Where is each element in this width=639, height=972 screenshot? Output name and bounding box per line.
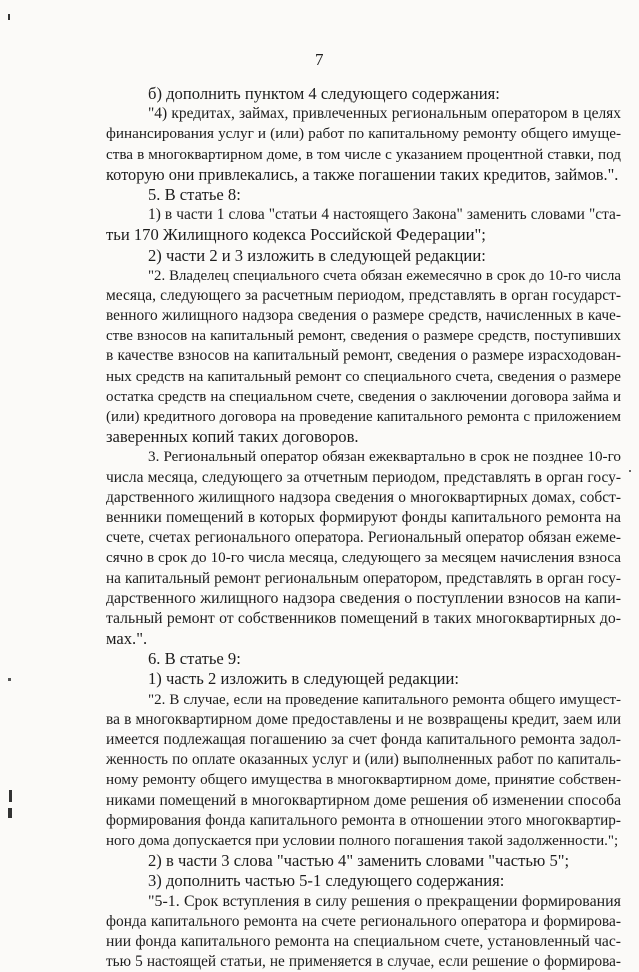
- text-line: месяца, следующего за расчетным периодом, представлять в орган государст-: [106, 286, 621, 304]
- text-line: формирования фонда капитального ремонта в отношении этого многоквартир-: [106, 811, 621, 829]
- text-line: "4) кредитах, займах, привлеченных региональным оператором в целях: [148, 105, 621, 123]
- text-line: никами помещений в многоквартирном доме решения об изменении способа: [106, 791, 621, 809]
- text-line: на капитальный ремонт региональным оператором, представлять в орган госу-: [106, 569, 621, 587]
- text-line: имеется подлежащая погашению за счет фонда капитального ремонта задол-: [106, 731, 621, 748]
- text-line: 2) части 2 и 3 изложить в следующей редакции:: [148, 245, 486, 265]
- text-line: "2. Владелец специального счета обязан ежемесячно в срок до 10-го числа: [148, 267, 621, 284]
- text-line: нии фонда капитального ремонта на специальном счете, установленный час-: [106, 932, 621, 950]
- text-line: заверенных копий таких договоров.: [106, 427, 359, 447]
- text-line: 1) часть 2 изложить в следующей редакции:: [148, 669, 460, 689]
- text-line: тальный ремонт от собственников помещений в таких многоквартирных до-: [106, 609, 621, 627]
- text-line: дарственного жилищного надзора сведения о многоквартирных домах, собст-: [106, 488, 621, 506]
- text-line: венного жилищного надзора сведения о размере средств, начисленных в каче-: [106, 307, 621, 325]
- text-line: 1) в части 1 слова "статьи 4 настоящего Закона" заменить словами "ста-: [148, 206, 621, 224]
- text-line: которую они привлекались, а также погашении таких кредитов, займов.".: [106, 164, 619, 184]
- scan-artifact: [8, 14, 10, 20]
- text-line: 3) дополнить частью 5-1 следующего содержания:: [148, 871, 505, 891]
- scan-artifact: [8, 808, 12, 818]
- text-line: ному ремонту общего имущества в многоквартирном доме, принятие собствен-: [106, 772, 621, 789]
- text-line: ства в многоквартирном доме, в том числе с указанием процентной ставки, под: [106, 145, 621, 163]
- text-line: "2. В случае, если на проведение капитального ремонта общего имущест-: [148, 691, 621, 708]
- text-line: тью 5 настоящей статьи, не применяется в случае, если решение о формирова-: [106, 953, 621, 971]
- text-line: венники помещений в которых формируют фонды капитального ремонта на: [106, 508, 621, 526]
- text-line: 5. В статье 8:: [148, 184, 241, 204]
- text-line: числа месяца, следующего за отчетным периодом, представлять в орган госу-: [106, 468, 621, 486]
- text-line: мах.".: [106, 629, 148, 649]
- scan-artifact: [8, 678, 11, 681]
- text-line: тьи 170 Жилищного кодекса Российской Федерации";: [106, 225, 486, 245]
- text-line: 2) в части 3 слова "частью 4" заменить словами "частью 5";: [148, 851, 570, 871]
- text-line: остатка средств на специальном счете, сведения о заключении договора займа и: [106, 388, 621, 405]
- text-line: "5-1. Срок вступления в силу решения о прекращении формирования: [148, 892, 621, 910]
- text-line: 3. Региональный оператор обязан ежеквартально в срок не позднее 10-го: [148, 448, 621, 466]
- text-line: ного дома допускается при условии полного погашения такой задолженности.";: [106, 832, 619, 849]
- document-body: [106, 84, 621, 972]
- page-number: 7: [315, 50, 324, 69]
- text-line: в качестве взносов на капитальный ремонт, сведения о размере израсходован-: [106, 347, 621, 365]
- text-line: финансирования услуг и (или) работ по капитальному ремонту общего имуще-: [106, 125, 621, 143]
- text-line: стве взносов на капитальный ремонт, сведения о размере средств, поступивших: [106, 328, 621, 345]
- text-line: б) дополнить пунктом 4 следующего содержания:: [148, 84, 500, 103]
- text-line: счете, счетах регионального оператора. Региональный оператор обязан ежеме-: [106, 529, 621, 547]
- scan-artifact: [629, 470, 631, 472]
- text-line: фонда капитального ремонта на счете регионального оператора и формирова-: [106, 912, 621, 930]
- text-line: женность по оплате оказанных услуг и (или) выполненных работ по капиталь-: [106, 751, 621, 769]
- text-line: 6. В статье 9:: [148, 649, 241, 669]
- text-line: дарственного жилищного надзора сведения о поступлении взносов на капи-: [106, 589, 621, 607]
- text-line: (или) кредитного договора на проведение капитального ремонта с приложением: [106, 409, 621, 425]
- scan-artifact: [9, 790, 12, 802]
- text-line: ва в многоквартирном доме предоставлены и не возвращены кредит, заем или: [106, 710, 621, 728]
- text-line: сячно в срок до 10-го числа месяца, следующего за месяцем начисления взноса: [106, 550, 621, 567]
- text-line: ных средств на капитальный ремонт со специального счета, сведения о размере: [106, 368, 621, 385]
